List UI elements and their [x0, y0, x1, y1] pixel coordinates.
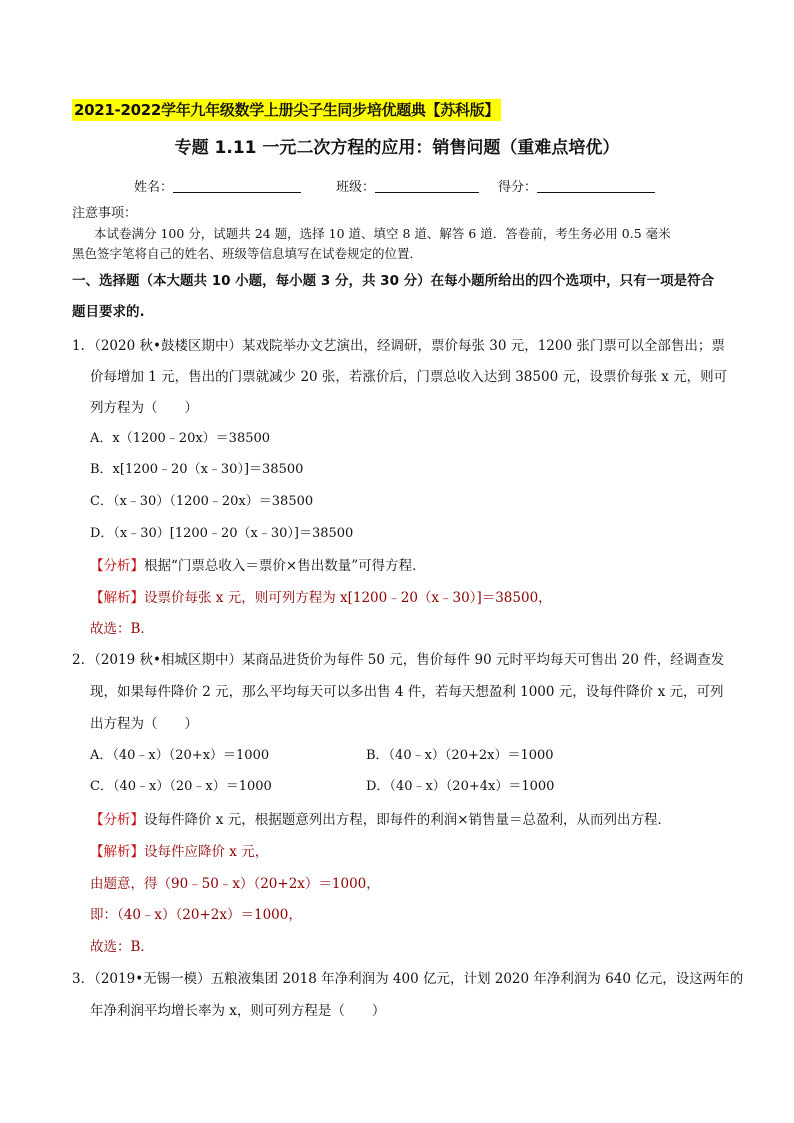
notice-line-2: 黑色签字笔将自己的姓名、班级等信息填写在试卷规定的位置． — [72, 246, 423, 261]
notice-title: 注意事项： — [72, 206, 138, 221]
score-label: 得分： — [498, 180, 538, 195]
solution-text: 设票价每张 x 元，则可列方程为 x[1200﹣20（x﹣30）]＝38500， — [144, 590, 552, 606]
q2-option-a: A．（40﹣x）（20+x）＝1000 — [90, 748, 270, 763]
q2-option-c: C．（40﹣x）（20﹣x）＝1000 — [90, 779, 272, 794]
q2-analysis — [90, 810, 671, 830]
score-field — [498, 176, 655, 195]
solution-tag: 【解析】 — [90, 590, 144, 606]
student-info-row — [0, 176, 794, 196]
q1-option-a: A．x（1200﹣20x）＝38500 — [90, 431, 271, 446]
q2-step-1: 由题意，得（90﹣50﹣x）（20+2x）＝1000， — [90, 876, 380, 892]
analysis-tag: 【分析】 — [90, 812, 144, 828]
q1-stem-line-1: 1．（2020 秋•鼓楼区期中）某戏院举办文艺演出，经调研，票价每张 30 元，1200 张门票可以全部售出；票 — [72, 338, 725, 354]
q2-option-d: D．（40﹣x）（20+4x）＝1000 — [366, 779, 555, 794]
q2-step-2: 即：（40﹣x）（20+2x）＝1000， — [90, 907, 302, 923]
q2-answer: 故选：B． — [90, 939, 154, 955]
class-field — [336, 176, 479, 195]
q2-solution — [90, 842, 268, 862]
section-heading-line-2: 题目要求的. — [72, 304, 145, 320]
score-blank[interactable] — [537, 178, 655, 193]
notice-line-1: 本试卷满分 100 分，试题共 24 题，选择 10 道、填空 8 道、解答 6 道．答卷前，考生务必用 0.5 毫米 — [94, 226, 671, 241]
q2-stem-line-2: 现，如果每件降价 2 元，那么平均每天可以多出售 4 件，若每天想盈利 1000 元，设每件降价 x 元，可列 — [90, 684, 724, 700]
q2-option-b: B．（40﹣x）（20+2x）＝1000 — [366, 748, 554, 763]
solution-text: 设每件应降价 x 元， — [144, 844, 269, 860]
q1-solution — [90, 588, 552, 608]
q1-stem-line-3: 列方程为（ ） — [90, 400, 198, 416]
q1-option-d: D．（x﹣30）[1200﹣20（x﹣30）]＝38500 — [90, 526, 354, 541]
class-blank[interactable] — [375, 178, 479, 193]
analysis-tag: 【分析】 — [90, 558, 144, 574]
q1-option-c: C．（x﹣30）（1200﹣20x）＝38500 — [90, 494, 314, 509]
q2-stem-line-3: 出方程为（ ） — [90, 716, 198, 732]
page-title: 专题 1.11 一元二次方程的应用：销售问题（重难点培优） — [174, 138, 620, 158]
q3-stem-line-1: 3．（2019•无锡一模）五粮液集团 2018 年净利润为 400 亿元，计划 2020 年净利润为 640 亿元，设这两年的 — [72, 971, 744, 987]
q1-analysis — [90, 556, 426, 576]
section-heading-line-1: 一、选择题（本大题共 10 小题，每小题 3 分，共 30 分）在每小题所给出的四个选项中，只有一项是符合 — [72, 273, 715, 289]
q1-stem-line-2: 价每增加 1 元，售出的门票就减少 20 张，若涨价后，门票总收入达到 38500 元，设票价每张 x 元，则可 — [90, 369, 728, 385]
series-banner: 2021-2022学年九年级数学上册尖子生同步培优题典【苏科版】 — [74, 101, 500, 119]
q1-option-b: B．x[1200﹣20（x﹣30）]＝38500 — [90, 462, 304, 477]
q2-stem-line-1: 2．（2019 秋•相城区期中）某商品进货价为每件 50 元，售价每件 90 元时平均每天可售出 20 件，经调查发 — [72, 652, 725, 668]
solution-tag: 【解析】 — [90, 844, 144, 860]
analysis-text: 根据“门票总收入＝票价×售出数量”可得方程． — [144, 558, 426, 574]
analysis-text: 设每件降价 x 元，根据题意列出方程，即每件的利润×销售量＝总盈利，从而列出方程． — [144, 812, 672, 828]
name-label: 姓名： — [134, 180, 174, 195]
class-label: 班级： — [336, 180, 376, 195]
name-blank[interactable] — [173, 178, 301, 193]
q3-stem-line-2: 年净利润平均增长率为 x，则可列方程是（ ） — [90, 1003, 386, 1019]
q1-answer: 故选：B． — [90, 621, 154, 637]
name-field — [134, 176, 301, 195]
